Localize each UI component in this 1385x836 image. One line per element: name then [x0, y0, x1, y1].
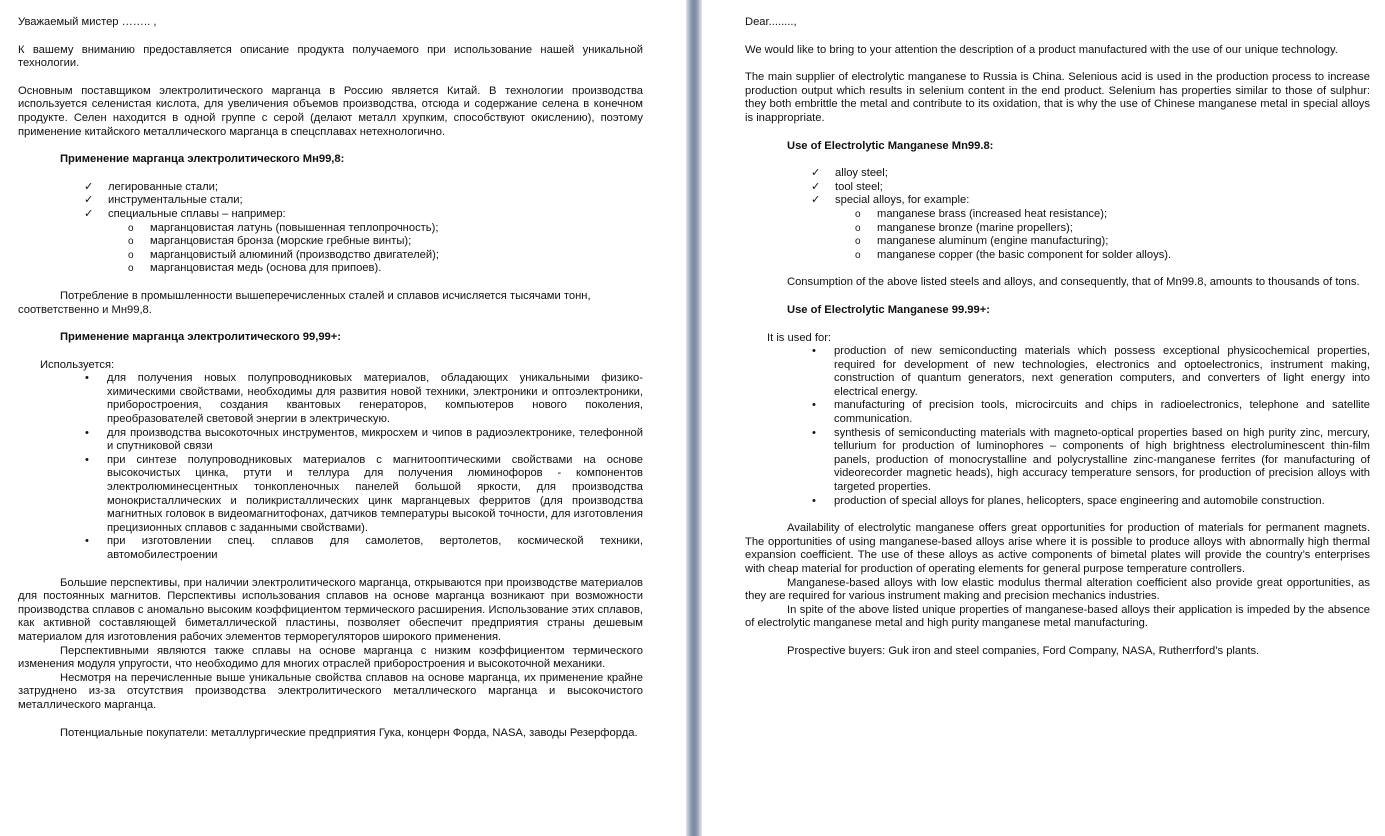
list-item: o manganese copper (the basic component for solder alloys). — [855, 248, 1172, 261]
en-heading-mn9999: Use of Electrolytic Manganese 99.99+: — [787, 303, 991, 316]
list-item: • manufacturing of precision tools, microcircuits and chips in radioelectronics, telephone and satellite communication. — [812, 399, 1370, 426]
russian-document-page — [18, 0, 643, 836]
circle-bullet-icon: o — [855, 249, 861, 261]
circle-bullet-icon: o — [128, 263, 134, 275]
en-elastic-paragraph: Manganese-based alloys with low elastic modulus thermal alteration coefficient also provide great opportunities, as they are required for various instrument making and precision mechanics industries. — [745, 576, 1370, 603]
ru-elastic-paragraph: Перспективными являются также сплавы на основе марганца с низким коэффициентом термического изменения модуля упругости, что необходимо для многих отраслей приборостроения и высокоточной механики. — [18, 644, 643, 671]
en-buyers-paragraph: Prospective buyers: Guk iron and steel companies, Ford Company, NASA, Rutherrford’s plants. — [787, 644, 1260, 657]
ru-greeting: Уважаемый мистер …….. , — [18, 16, 157, 28]
list-item: o manganese brass (increased heat resistance); — [855, 207, 1108, 220]
en-heading-mn998: Use of Electrolytic Manganese Mn99.8: — [787, 139, 994, 152]
ru-magnets-paragraph: Большие перспективы, при наличии электролитического марганца, открываются при производстве материалов для постоянных магнитов. Перспективы использования сплавов на основе марганца возникают при возможности производства сплавов с аномально высоким коэффициентом термического расширения. Использование этих сплавов, как активной составляющей биметаллической пластины, позволяет обеспечит предприятия страны дешевым материалом для изготовления рабочих элементов терморегуляторов широкого применения. — [18, 576, 643, 643]
en-greeting: Dear........, — [745, 16, 797, 28]
ru-uses-9999-list — [18, 372, 643, 562]
bullet-icon: • — [85, 426, 89, 439]
bullet-icon: • — [812, 426, 816, 439]
en-despite-paragraph: In spite of the above listed unique properties of manganese-based alloys their application is impeded by the absence of electrolytic manganese metal and high purity manganese metal manufacturing. — [745, 603, 1370, 630]
checkmark-icon: ✓ — [811, 180, 821, 193]
page-divider — [686, 0, 702, 836]
list-item: • для получения новых полупроводниковых материалов, обладающих уникальными физико-химическими свойствами, необходимы для развития новой техники, электроники и оптоэлектроники, приборостроения, создания квантовых генераторов, компьютеров нового поколения, преобразователей световой энергии в электрическую. — [85, 372, 643, 426]
bullet-icon: • — [812, 345, 816, 358]
ru-buyers-paragraph: Потенциальные покупатели: металлургические предприятия Гука, концерн Форда, NASA, заводы Резерфорда. — [60, 726, 638, 739]
checkmark-icon: ✓ — [811, 167, 821, 180]
list-item: o manganese aluminum (engine manufacturing); — [855, 235, 1109, 248]
bullet-icon: • — [812, 399, 816, 412]
english-document-page — [745, 0, 1370, 836]
list-item: • synthesis of semiconducting materials with magneto-optical properties based on high purity zinc, mercury, tellurium for production of luminophores – components of high brightness electroluminescent thin-film panels, production of monocrystalline and polycrystalline zinc-manganese ferrites (for manufacturing of videorecorder magnetic heads), high accuracy temperature sensors, for production of precision alloys with targeted properties. — [812, 426, 1370, 494]
ru-heading-mn9999: Применение марганца электролитического 99,99+: — [60, 331, 342, 344]
en-magnets-paragraph: Availability of electrolytic manganese offers great opportunities for production of materials for permanent magnets. The opportunities of using manganese-based alloys arise where it is possible to produce alloys with abnormally high thermal expansion coefficient. The use of these alloys as active components of bimetal plates will provide the country’s enterprises with cheap material for production of operating elements for general purpose temperature controllers. — [745, 522, 1370, 575]
bullet-icon: • — [85, 535, 89, 548]
ru-heading-mn998: Применение марганца электролитического Мн99,8: — [60, 153, 345, 166]
ru-consumption-paragraph: Потребление в промышленности вышеперечисленных сталей и сплавов исчисляется тысячами тонн, соответственно и Мн99,8. — [18, 289, 591, 316]
list-item: • при изготовлении спец. сплавов для самолетов, вертолетов, космической техники, автомобилестроении — [85, 535, 643, 561]
checkmark-icon: ✓ — [84, 207, 94, 220]
circle-bullet-icon: o — [855, 222, 861, 234]
circle-bullet-icon: o — [855, 208, 861, 220]
bullet-icon: • — [85, 453, 89, 466]
ru-supplier-paragraph: Основным поставщиком электролитического марганца в Россию является Китай. В технологии производства используется селенистая кислота, для увеличения объемов производства, отсюда и содержание селена в конечном продукте. Селен находится в одной группе с серой (делают металл хрупким, способствуют окислению), поэтому применение китайского металлического марганца в спецсплавах нетехнологично. — [18, 84, 643, 138]
list-item: ✓ легированные стали; — [84, 180, 218, 193]
en-uses-list — [745, 167, 1370, 208]
ru-used-for-label: Используется: — [40, 358, 115, 371]
checkmark-icon: ✓ — [811, 194, 821, 207]
list-item: o марганцовистый алюминий (производство двигателей); — [128, 248, 439, 261]
list-item: • production of new semiconducting materials which possess exceptional physicochemical properties, required for development of new technologies, electronics and optoelectronics, instrument making, construction of quantum generators, next generation computers, and converters of light energy into electrical energy. — [812, 345, 1370, 398]
en-intro: We would like to bring to your attention the description of a product manufactured with the use of our unique technology. — [745, 43, 1338, 56]
en-used-for-label: It is used for: — [767, 331, 832, 344]
list-item: o марганцовистая бронза (морские гребные винты); — [128, 235, 412, 248]
checkmark-icon: ✓ — [84, 194, 94, 207]
list-item: ✓ special alloys, for example: — [811, 194, 970, 207]
en-supplier-paragraph: The main supplier of electrolytic manganese to Russia is China. Selenious acid is used in the production process to increase production output which results in selenium content in the end product. Selenium has properties similar to those of sulphur: they both embrittle the metal and contribute to its oxidation, that is why the use of Chinese manganese metal in special alloys is inappropriate. — [745, 71, 1370, 124]
circle-bullet-icon: o — [128, 236, 134, 248]
bullet-icon: • — [85, 372, 89, 385]
list-item: ✓ инструментальные стали; — [84, 194, 243, 207]
list-item: • production of special alloys for planes, helicopters, space engineering and automobile construction. — [812, 494, 1325, 507]
en-alloys-list — [745, 208, 1370, 262]
checkmark-icon: ✓ — [84, 180, 94, 193]
ru-uses-list — [18, 181, 643, 222]
circle-bullet-icon: o — [128, 222, 134, 234]
list-item: • при синтезе полупроводниковых материалов с магнитооптическими свойствами на основе высокочистых цинка, ртути и теллура для получения люминофоров - компонентов электролюминесцентных тонкопленочных панелей большой яркости, для производства монокристаллических и поликристаллических цинк марганцевых ферритов (для производства магнитных головок в видеомагнитофонах, датчиков температуры высокой точности, для изготовления прецизионных сплавов с заданными свойствами). — [85, 453, 643, 534]
list-item: ✓ alloy steel; — [811, 167, 888, 180]
list-item: ✓ специальные сплавы – например: — [84, 207, 286, 220]
list-item: o марганцовистая латунь (повышенная теплопрочность); — [128, 221, 439, 234]
ru-intro: К вашему вниманию предоставляется описание продукта получаемого при использование нашей уникальной технологии. — [18, 43, 643, 70]
circle-bullet-icon: o — [128, 249, 134, 261]
ru-despite-paragraph: Несмотря на перечисленные выше уникальные свойства сплавов на основе марганца, их применение крайне затруднено из-за отсутствия производства электролитического металлического марганца и высокочистого металлического марганца. — [18, 671, 643, 711]
bullet-icon: • — [812, 494, 816, 507]
en-uses-9999-list — [745, 345, 1370, 508]
list-item: o manganese bronze (marine propellers); — [855, 221, 1073, 234]
list-item: o марганцовистая медь (основа для припоев). — [128, 262, 382, 275]
circle-bullet-icon: o — [855, 236, 861, 248]
en-consumption-paragraph: Consumption of the above listed steels and alloys, and consequently, that of Mn99.8, amounts to thousands of tons. — [787, 276, 1360, 289]
ru-alloys-list — [18, 222, 643, 276]
list-item: ✓ tool steel; — [811, 180, 883, 193]
list-item: • для производства высокоточных инструментов, микросхем и чипов в радиоэлектронике, телефонной и спутниковой связи — [85, 426, 643, 453]
